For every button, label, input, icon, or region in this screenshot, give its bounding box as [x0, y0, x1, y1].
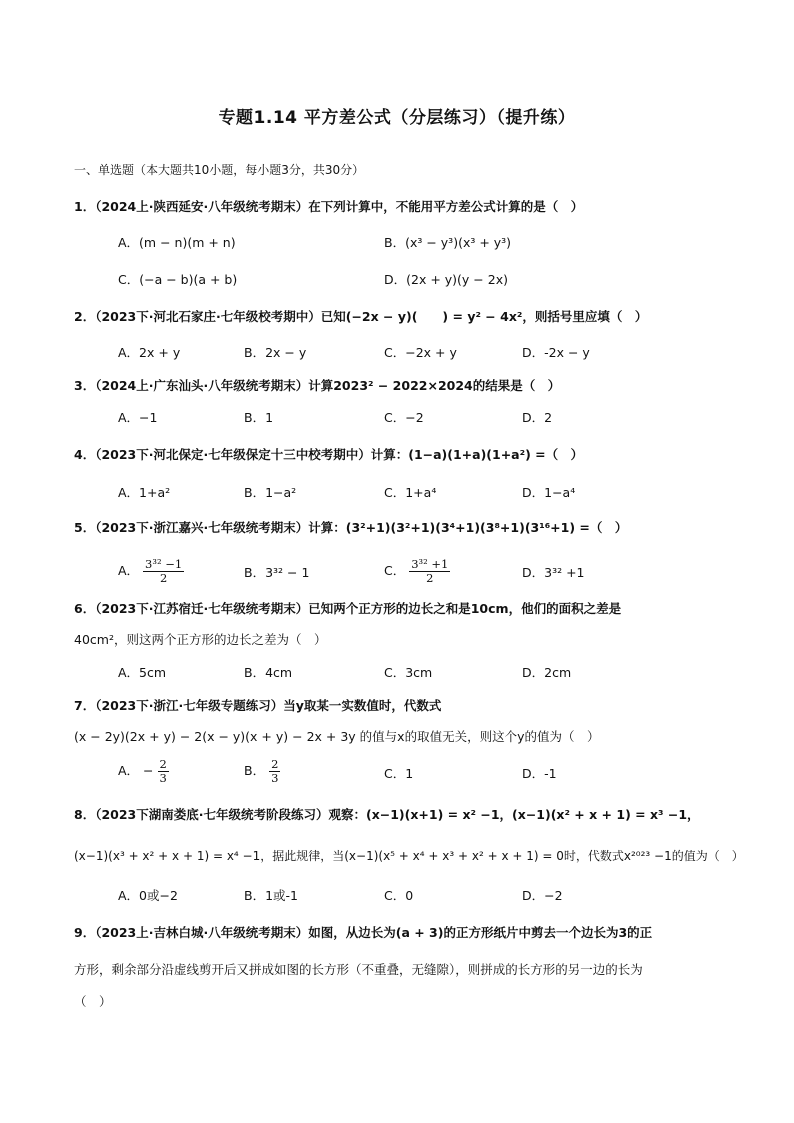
option-c-label: C．: [384, 563, 406, 578]
question-5-option-a[interactable]: [118, 558, 184, 585]
question-2-option-b[interactable]: B．2x − y: [244, 345, 307, 360]
question-4-stem: 4．（2023下·河北保定·七年级保定十三中校考期中）计算：(1−a)(1+a)(1+a²) =（ ）: [74, 447, 584, 462]
fraction: [269, 758, 280, 785]
question-1-stem: 1．（2024上·陕西延安·八年级统考期末）在下列计算中，不能用平方差公式计算的是（ ）: [74, 199, 584, 214]
question-5-option-d[interactable]: D．3³² +1: [522, 565, 585, 580]
question-3-option-a[interactable]: A．−1: [118, 410, 158, 425]
question-7-stem-line-2: (x − 2y)(2x + y) − 2(x − y)(x + y) − 2x + 3y 的值与x的取值无关，则这个y的值为（ ）: [74, 729, 600, 744]
question-4-option-a[interactable]: A．1+a²: [118, 485, 171, 500]
fraction-numerator: 3³² +1: [411, 557, 449, 571]
fraction-numerator: 2: [271, 757, 279, 771]
question-6-option-a[interactable]: A．5cm: [118, 665, 167, 680]
question-8-stem-line-2: (x−1)(x³ + x² + x + 1) = x⁴ −1，据此规律，当(x−1)(x⁵ + x⁴ + x³ + x² + x + 1) = 0时，代数式x²⁰²³ −1的值为（ ）: [74, 849, 744, 863]
question-6-option-c[interactable]: C．3cm: [384, 665, 433, 680]
question-2-stem: 2．（2023下·河北石家庄·七年级校考期中）已知(−2x − y)( ) = y² − 4x²，则括号里应填（ ）: [74, 309, 648, 324]
question-7-stem-line-1: 7．（2023下·浙江·七年级专题练习）当y取某一实数值时，代数式: [74, 698, 442, 713]
fraction: [409, 558, 450, 585]
question-1-option-c[interactable]: C．(−a − b)(a + b): [118, 272, 238, 287]
question-4-option-d[interactable]: D．1−a⁴: [522, 485, 576, 500]
question-4-option-c[interactable]: C．1+a⁴: [384, 485, 437, 500]
fraction-denominator: 2: [426, 571, 434, 585]
question-5-option-b[interactable]: B．3³² − 1: [244, 565, 310, 580]
question-3-option-d[interactable]: D．2: [522, 410, 553, 425]
fraction-denominator: 3: [271, 771, 279, 785]
question-7-option-a[interactable]: [118, 758, 169, 785]
section-heading: 一、单选题（本大题共10小题，每小题3分，共30分）: [74, 163, 365, 177]
question-3-stem: 3．（2024上·广东汕头·八年级统考期末）计算2023² − 2022×2024的结果是（ ）: [74, 378, 561, 393]
question-1-option-d[interactable]: D．(2x + y)(y − 2x): [384, 272, 508, 287]
question-9-stem-line-2: 方形，剩余部分沿虚线剪开后又拼成如图的长方形（不重叠，无缝隙），则拼成的长方形的另一边的长为: [74, 962, 643, 977]
question-8-stem-line-1: 8．（2023下湖南娄底·七年级统考阶段练习）观察：(x−1)(x+1) = x² −1，(x−1)(x² + x + 1) = x³ −1，: [74, 807, 700, 822]
question-7-option-b[interactable]: [244, 758, 280, 785]
option-a-label: A．: [118, 763, 140, 778]
question-8-option-b[interactable]: B．1或-1: [244, 888, 298, 903]
question-5-option-c[interactable]: [384, 558, 450, 585]
question-2-option-d[interactable]: D．-2x − y: [522, 345, 590, 360]
question-9-stem-line-3: （ ）: [74, 994, 112, 1009]
question-1-option-a[interactable]: A．(m − n)(m + n): [118, 235, 236, 250]
question-7-option-c[interactable]: C．1: [384, 766, 414, 781]
page-title: 专题1.14 平方差公式（分层练习）（提升练）: [218, 108, 576, 128]
option-b-label: B．: [244, 763, 266, 778]
question-6-option-b[interactable]: B．4cm: [244, 665, 293, 680]
question-9-stem-line-1: 9．（2023上·吉林白城·八年级统考期末）如图，从边长为(a + 3)的正方形纸片中剪去一个边长为3的正: [74, 925, 653, 940]
question-2-option-c[interactable]: C．−2x + y: [384, 345, 457, 360]
question-7-option-d[interactable]: D．-1: [522, 766, 557, 781]
question-3-option-c[interactable]: C．−2: [384, 410, 424, 425]
fraction-denominator: 2: [159, 571, 168, 585]
fraction-numerator: 3³² −1: [145, 557, 183, 571]
question-1-option-b[interactable]: B．(x³ − y³)(x³ + y³): [384, 235, 512, 250]
question-8-option-a[interactable]: A．0或−2: [118, 888, 178, 903]
fraction: [158, 758, 169, 785]
negative-sign: −: [143, 763, 154, 778]
fraction-numerator: 2: [159, 757, 167, 771]
fraction: [143, 558, 184, 585]
option-a-label: A．: [118, 563, 140, 578]
question-6-option-d[interactable]: D．2cm: [522, 665, 572, 680]
question-4-option-b[interactable]: B．1−a²: [244, 485, 297, 500]
question-6-stem-line-1: 6．（2023下·江苏宿迁·七年级统考期末）已知两个正方形的边长之和是10cm，他们的面积之差是: [74, 601, 622, 616]
fraction-denominator: 3: [159, 771, 167, 785]
question-5-stem: 5．（2023下·浙江嘉兴·七年级统考期末）计算：(3²+1)(3²+1)(3⁴+1)(3⁸+1)(3¹⁶+1) =（ ）: [74, 520, 628, 535]
question-8-option-c[interactable]: C．0: [384, 888, 414, 903]
question-3-option-b[interactable]: B．1: [244, 410, 274, 425]
question-2-option-a[interactable]: A．2x + y: [118, 345, 181, 360]
question-8-option-d[interactable]: D．−2: [522, 888, 563, 903]
question-6-stem-line-2: 40cm²，则这两个正方形的边长之差为（ ）: [74, 632, 327, 647]
